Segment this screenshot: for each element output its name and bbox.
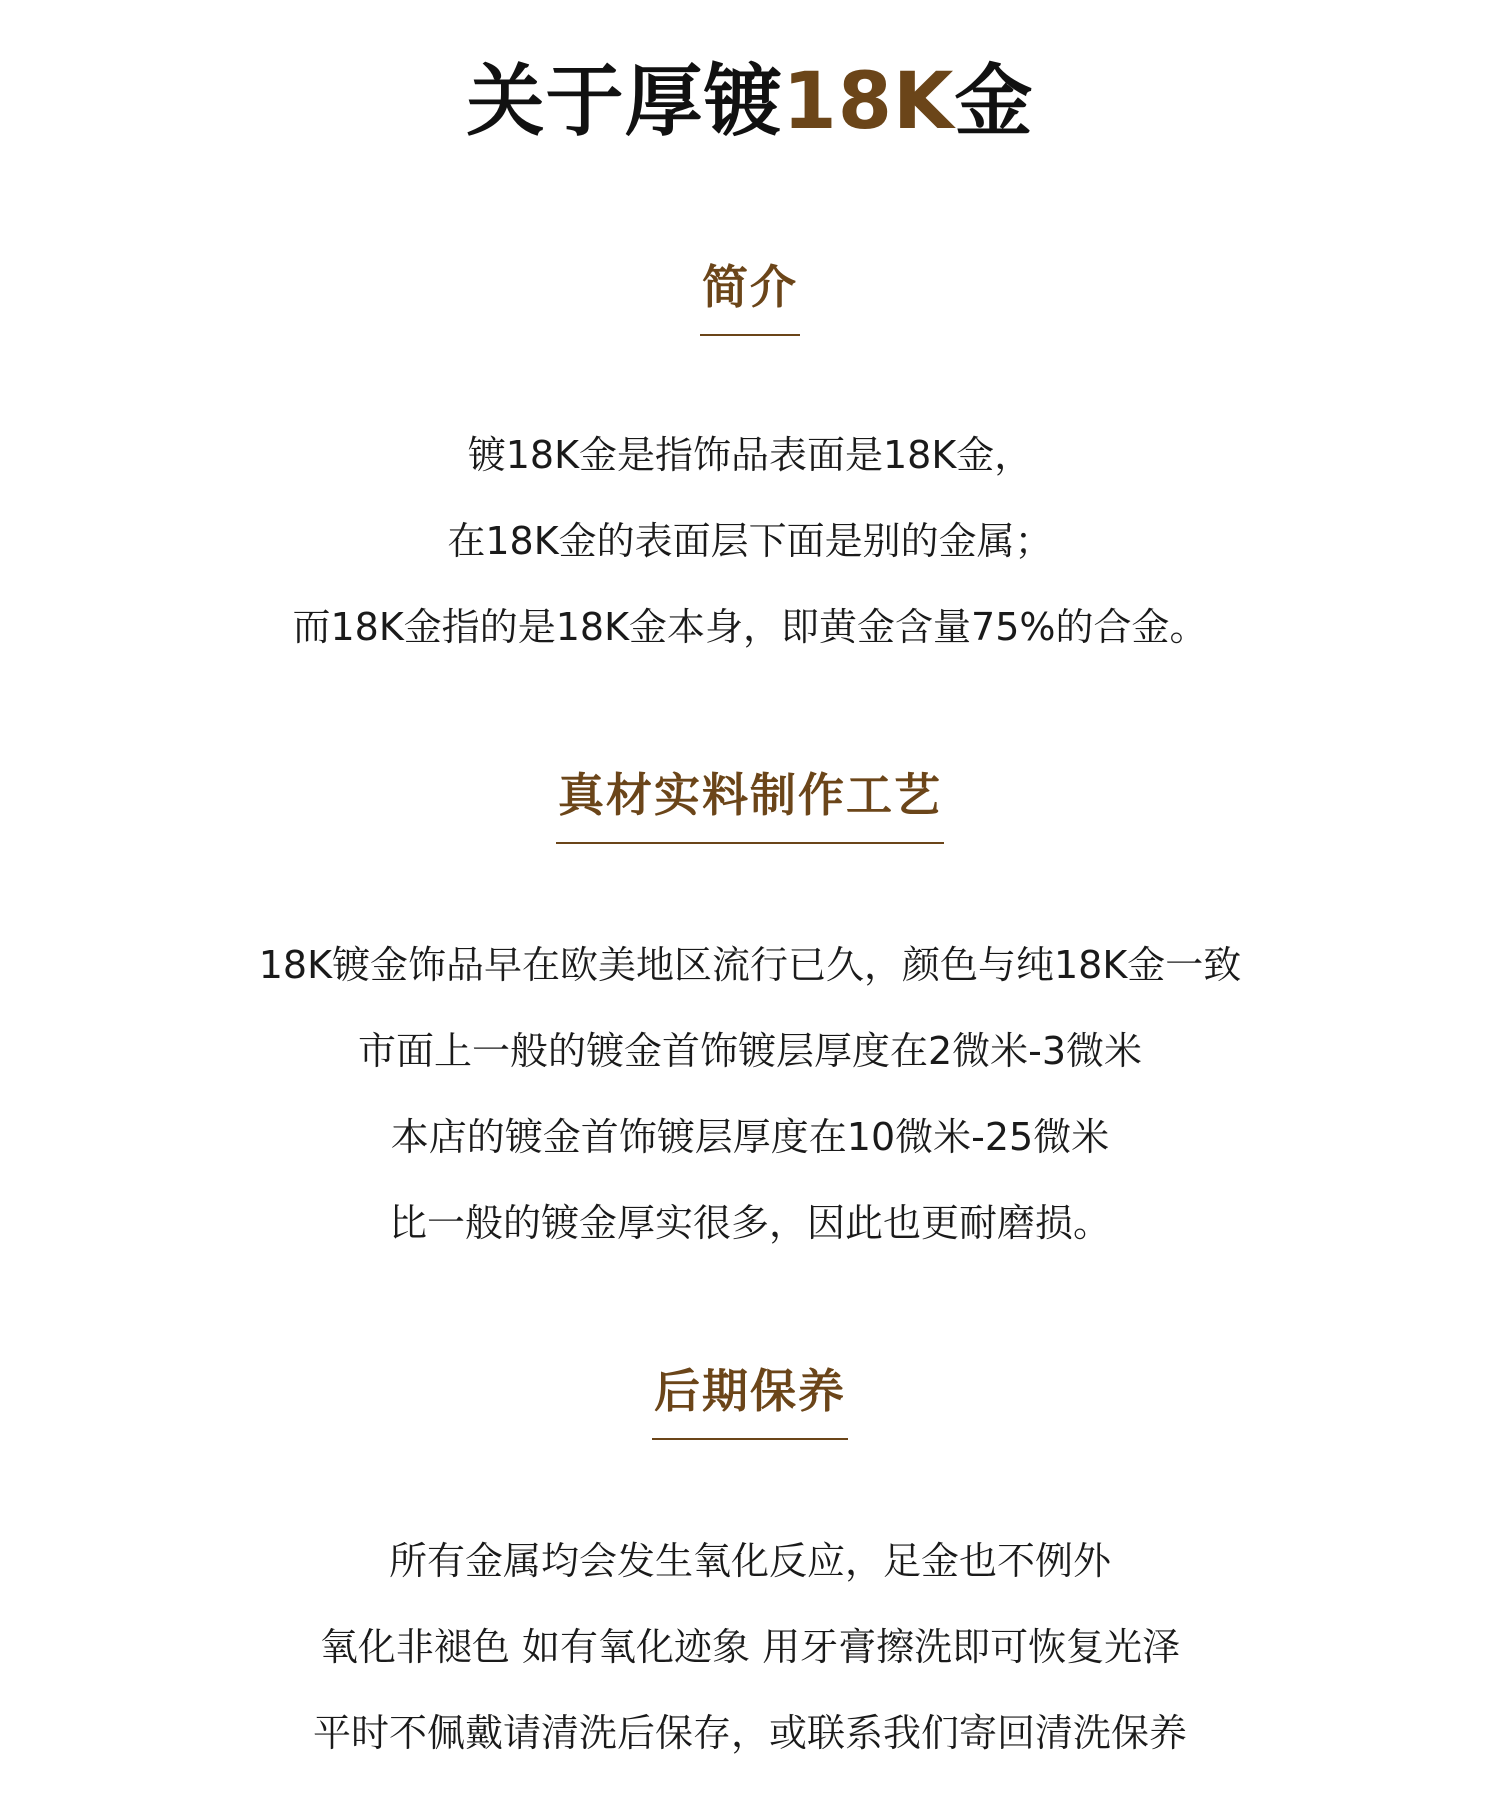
section-heading-text: 简介 — [700, 254, 800, 336]
page-title — [0, 44, 1500, 160]
body-line: 氧化非褪色 如有氧化迹象 用牙膏擦洗即可恢复光泽 — [319, 1625, 1181, 1669]
body-line: 比一般的镀金厚实很多，因此也更耐磨损。 — [388, 1201, 1111, 1245]
body-line: 本店的镀金首饰镀层厚度在10微米-25微米 — [390, 1115, 1110, 1159]
body-line: 18K镀金饰品早在欧美地区流行已久，颜色与纯18K金一致 — [258, 943, 1242, 987]
page-title-suffix: 金 — [954, 57, 1034, 147]
section-heading-text: 后期保养 — [652, 1358, 848, 1440]
section-body-care — [0, 1518, 1500, 1776]
body-line: 镀18K金是指饰品表面是18K金， — [467, 433, 1033, 477]
body-line: 所有金属均会发生氧化反应，足金也不例外 — [388, 1539, 1111, 1583]
section-heading-craft — [0, 762, 1500, 844]
section-heading-intro — [0, 254, 1500, 336]
section-heading-text: 真材实料制作工艺 — [556, 762, 944, 844]
page-title-accent: 18K — [782, 57, 955, 147]
section-heading-care — [0, 1358, 1500, 1440]
page-title-prefix: 关于厚镀 — [466, 57, 783, 147]
section-body-intro — [0, 412, 1500, 670]
section-body-craft — [0, 922, 1500, 1266]
body-line: 平时不佩戴请清洗后保存，或联系我们寄回清洗保养 — [312, 1711, 1187, 1755]
body-line: 市面上一般的镀金首饰镀层厚度在2微米-3微米 — [357, 1029, 1143, 1073]
body-line: 在18K金的表面层下面是别的金属； — [447, 519, 1053, 563]
body-line: 而18K金指的是18K金本身，即黄金含量75%的合金。 — [292, 605, 1208, 649]
